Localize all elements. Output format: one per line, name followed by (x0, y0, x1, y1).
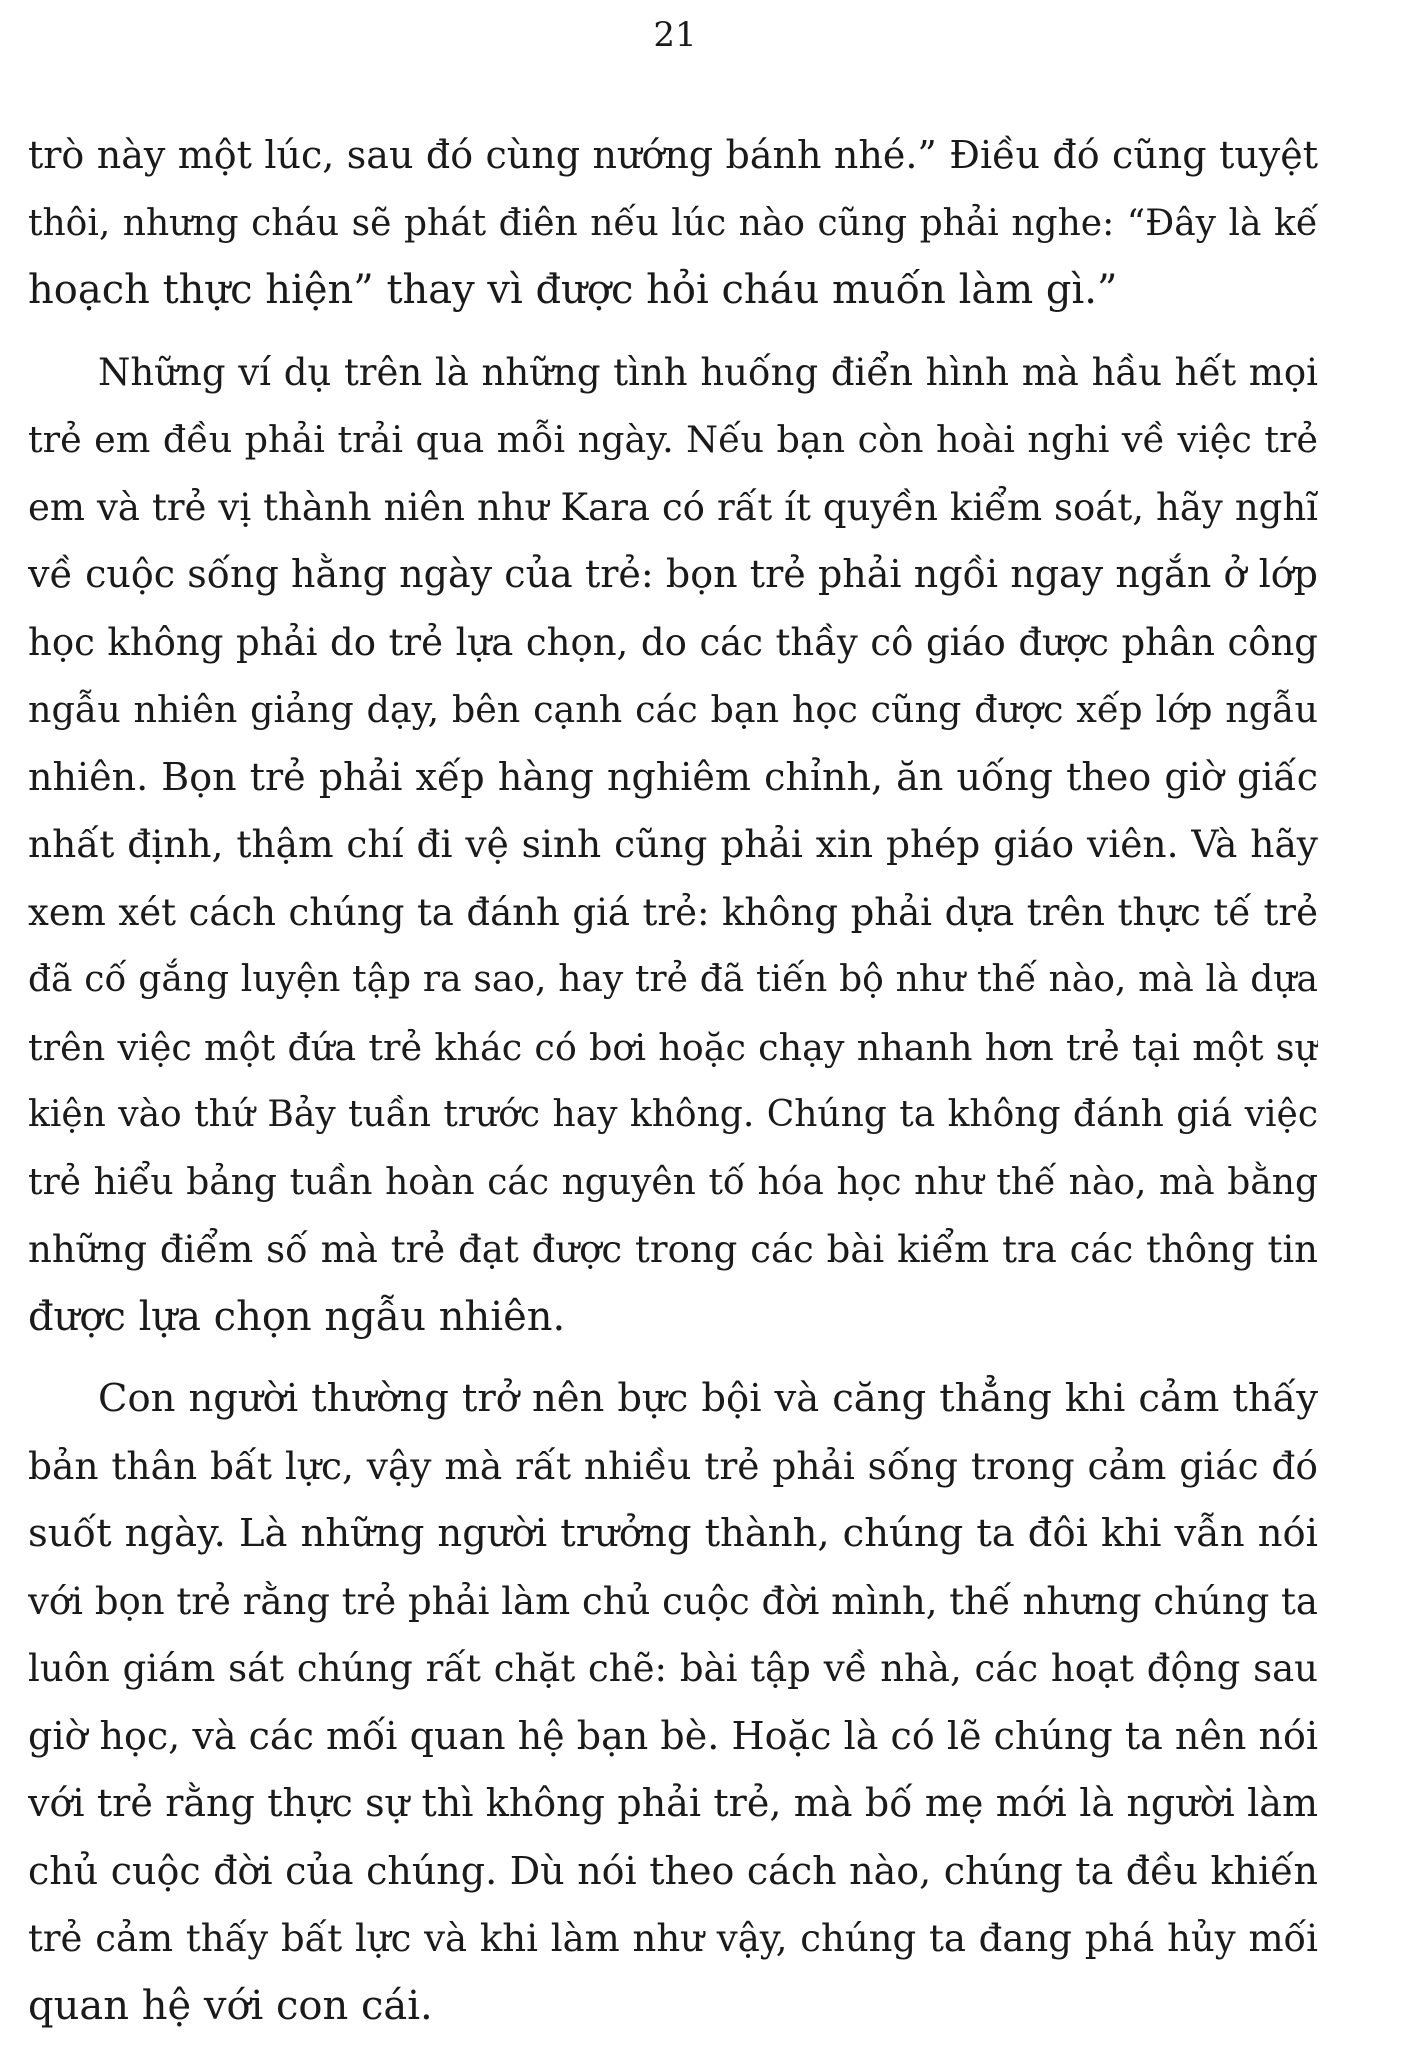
text-line: trẻ hiểu bảng tuần hoàn các nguyên tố hóa học như thế nào, mà bằng (28, 1161, 1318, 1203)
text-line: suốt ngày. Là những người trưởng thành, chúng ta đôi khi vẫn nói (28, 1511, 1318, 1556)
text-line: nhiên. Bọn trẻ phải xếp hàng nghiêm chỉnh, ăn uống theo giờ giấc (28, 754, 1318, 799)
text-line: về cuộc sống hằng ngày của trẻ: bọn trẻ phải ngồi ngay ngắn ở lớp (28, 552, 1318, 596)
paragraph-2 (28, 339, 1318, 1352)
text-line: trò này một lúc, sau đó cùng nướng bánh nhé.” Điều đó cũng tuyệt (28, 133, 1318, 177)
text-line: Những ví dụ trên là những tình huống điển hình mà hầu hết mọi (98, 350, 1318, 394)
text-line: giờ học, và các mối quan hệ bạn bè. Hoặc là có lẽ chúng ta nên nói (28, 1713, 1318, 1758)
text-line: hoạch thực hiện” thay vì được hỏi cháu muốn làm gì.” (28, 267, 1118, 313)
text-line: những điểm số mà trẻ đạt được trong các bài kiểm tra các thông tin (28, 1228, 1318, 1271)
paragraph-1 (28, 122, 1318, 325)
text-line: với trẻ rằng thực sự thì không phải trẻ, mà bố mẹ mới là người làm (28, 1781, 1318, 1825)
text-line: học không phải do trẻ lựa chọn, do các thầy cô giáo được phân công (28, 620, 1318, 664)
text-line: em và trẻ vị thành niên như Kara có rất ít quyền kiểm soát, hãy nghĩ (28, 485, 1318, 529)
text-line: kiện vào thứ Bảy tuần trước hay không. Chúng ta không đánh giá việc (28, 1094, 1318, 1135)
text-line: luôn giám sát chúng rất chặt chẽ: bài tập về nhà, các hoạt động sau (28, 1647, 1318, 1690)
text-line: thôi, nhưng cháu sẽ phát điên nếu lúc nào cũng phải nghe: “Đây là kế (28, 202, 1318, 244)
text-line: nhất định, thậm chí đi vệ sinh cũng phải xin phép giáo viên. Và hãy (28, 822, 1318, 866)
text-line: được lựa chọn ngẫu nhiên. (28, 1293, 566, 1340)
page-number: 21 (653, 15, 697, 55)
text-line: xem xét cách chúng ta đánh giá trẻ: không phải dựa trên thực tế trẻ (28, 890, 1318, 934)
text-line: đã cố gắng luyện tập ra sao, hay trẻ đã tiến bộ như thế nào, mà là dựa (28, 959, 1318, 1000)
text-line: trên việc một đứa trẻ khác có bơi hoặc chạy nhanh hơn trẻ tại một sự (28, 1025, 1318, 1069)
text-line: với bọn trẻ rằng trẻ phải làm chủ cuộc đời mình, thế nhưng chúng ta (28, 1579, 1318, 1623)
text-line: ngẫu nhiên giảng dạy, bên cạnh các bạn học cũng được xếp lớp ngẫu (28, 688, 1318, 731)
body-text (28, 122, 1318, 2040)
text-line: Con người thường trở nên bực bội và căng thẳng khi cảm thấy (98, 1376, 1318, 1421)
paragraph-3 (28, 1365, 1318, 2040)
text-line: trẻ cảm thấy bất lực và khi làm như vậy, chúng ta đang phá hủy mối (28, 1917, 1318, 1960)
text-line: quan hệ với con cái. (28, 1982, 433, 2029)
text-line: trẻ em đều phải trải qua mỗi ngày. Nếu bạn còn hoài nghi về việc trẻ (28, 418, 1318, 461)
text-line: bản thân bất lực, vậy mà rất nhiều trẻ phải sống trong cảm giác đó (28, 1443, 1318, 1488)
text-line: chủ cuộc đời của chúng. Dù nói theo cách nào, chúng ta đều khiến (28, 1848, 1318, 1893)
